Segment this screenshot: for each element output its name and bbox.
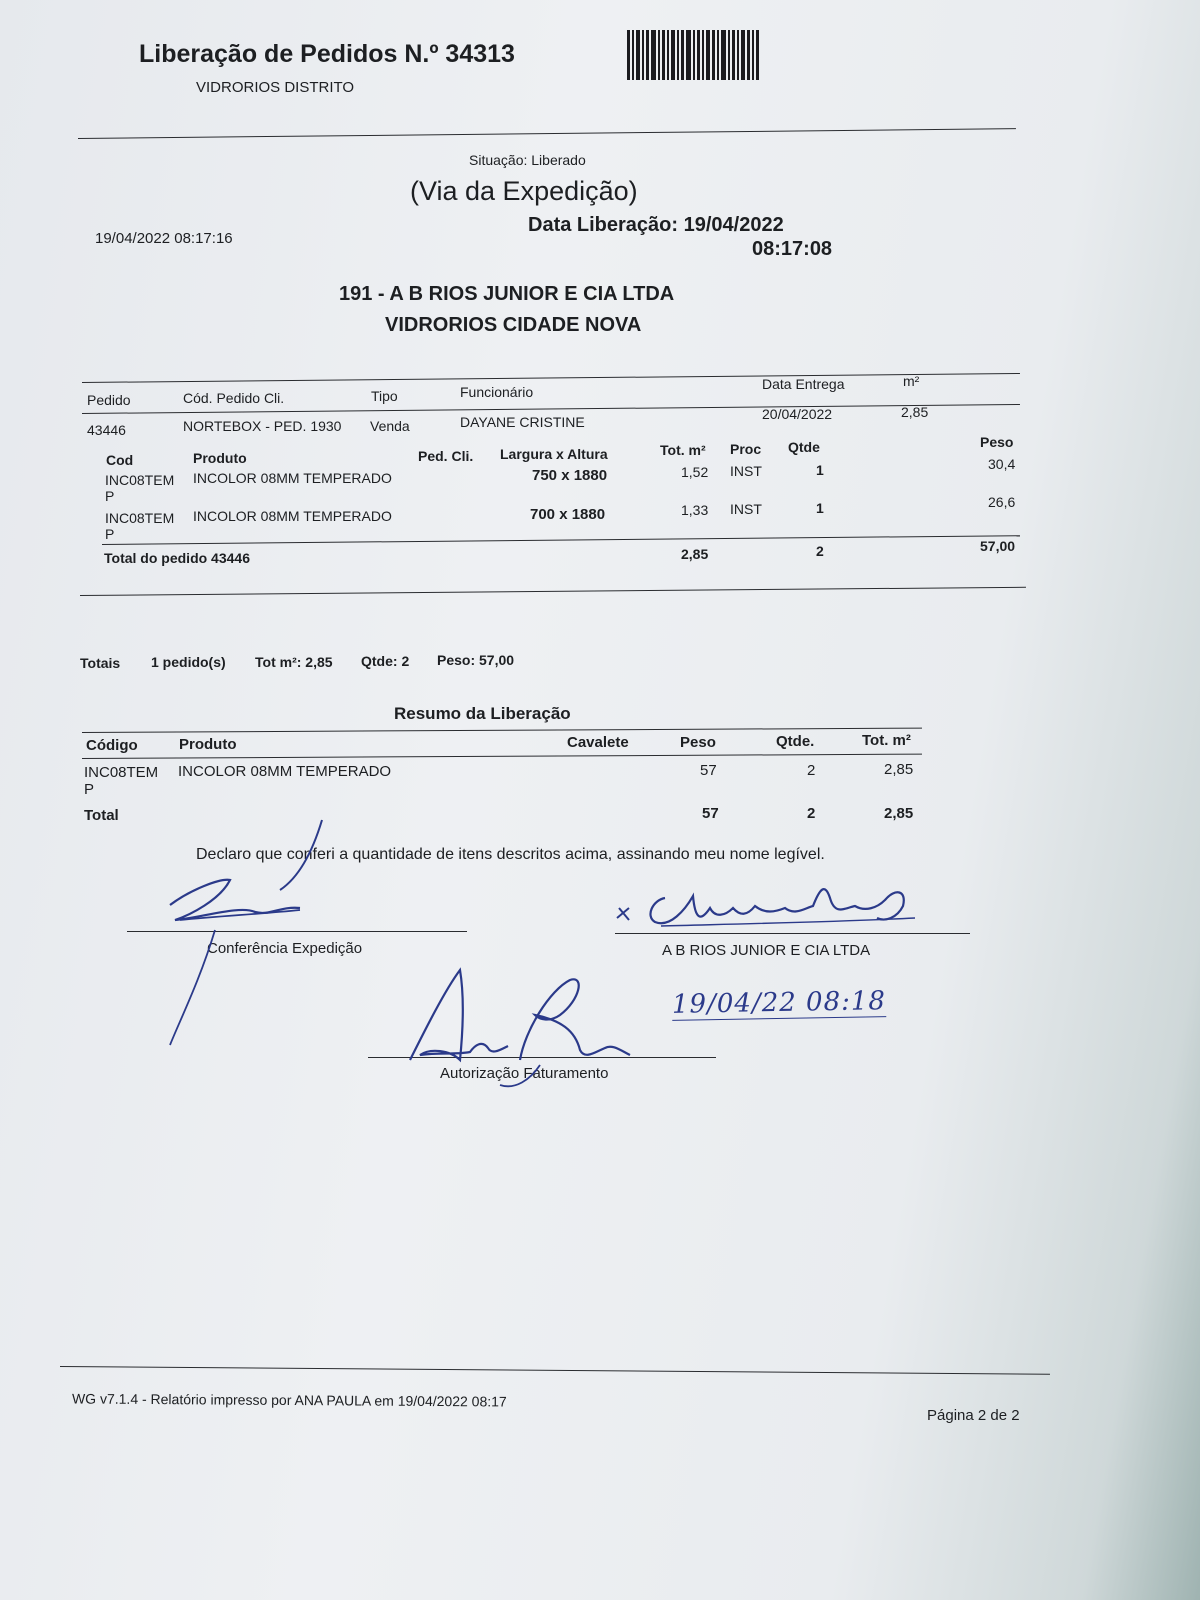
order-total-qtde: 2 xyxy=(816,543,824,559)
item-1-peso: 30,4 xyxy=(988,456,1016,472)
autorizacao-label: Autorização Faturamento xyxy=(440,1065,609,1082)
resumo-col-codigo: Código xyxy=(86,737,138,754)
order-funcionario: DAYANE CRISTINE xyxy=(460,414,585,430)
via-label: (Via da Expedição) xyxy=(410,176,638,206)
resumo-total-qtde: 2 xyxy=(807,805,816,822)
document-title: Liberação de Pedidos N.º 34313 xyxy=(139,40,515,68)
order-bottom-rule xyxy=(80,587,1026,596)
print-datetime: 19/04/2022 08:17:16 xyxy=(95,230,233,247)
handwritten-date: 19/04/22 08:18 xyxy=(671,986,887,1020)
item-2-tot-m2: 1,33 xyxy=(681,502,709,518)
client-signature xyxy=(615,878,935,938)
declaration-text: Declaro que conferi a quantidade de itens descritos acima, assinando meu nome legível. xyxy=(196,846,825,863)
data-liberacao-time: 08:17:08 xyxy=(752,238,833,260)
order-cod-pedido-cli: NORTEBOX - PED. 1930 xyxy=(183,418,342,434)
col-m2: m² xyxy=(903,373,920,389)
item-1-dims: 750 x 1880 xyxy=(532,467,608,484)
footer-rule xyxy=(60,1366,1050,1375)
client-signature-label: A B RIOS JUNIOR E CIA LTDA xyxy=(662,942,871,959)
item-1-cod: INC08TEM P xyxy=(105,472,175,504)
item-1-tot-m2: 1,52 xyxy=(681,464,709,480)
item-1-produto: INCOLOR 08MM TEMPERADO xyxy=(193,470,392,486)
items-col-cod: Cod xyxy=(106,452,134,468)
col-cod-pedido-cli: Cód. Pedido Cli. xyxy=(183,390,285,406)
item-2-peso: 26,6 xyxy=(988,494,1016,510)
order-pedido: 43446 xyxy=(87,422,126,438)
order-total-label: Total do pedido 43446 xyxy=(104,550,250,566)
resumo-row-tot-m2: 2,85 xyxy=(884,761,914,778)
resumo-col-produto: Produto xyxy=(179,736,237,753)
order-total-rule xyxy=(102,535,1020,545)
resumo-header-rule xyxy=(82,754,922,759)
resumo-col-peso: Peso xyxy=(680,734,716,751)
resumo-row-codigo: INC08TEM P xyxy=(84,764,159,798)
totals-m2: Tot m²: 2,85 xyxy=(255,654,333,670)
items-col-tot-m2: Tot. m² xyxy=(660,442,706,458)
items-col-peso: Peso xyxy=(980,434,1014,450)
conferencia-signature xyxy=(160,820,320,1060)
item-2-proc: INST xyxy=(730,501,762,517)
items-col-qtde: Qtde xyxy=(788,439,820,455)
footer-page-number: Página 2 de 2 xyxy=(927,1407,1020,1424)
resumo-row-produto: INCOLOR 08MM TEMPERADO xyxy=(178,763,392,780)
items-col-produto: Produto xyxy=(193,450,247,466)
header-divider xyxy=(78,128,1016,139)
totals-peso: Peso: 57,00 xyxy=(437,652,515,668)
client-name: 191 - A B RIOS JUNIOR E CIA LTDA xyxy=(339,283,675,305)
resumo-total-peso: 57 xyxy=(702,805,719,822)
resumo-col-qtde: Qtde. xyxy=(776,733,815,750)
data-liberacao: Data Liberação: 19/04/2022 xyxy=(528,214,784,236)
autorizacao-signature xyxy=(400,960,640,1110)
item-2-produto: INCOLOR 08MM TEMPERADO xyxy=(193,508,392,524)
items-col-ped-cli: Ped. Cli. xyxy=(418,448,474,464)
col-tipo: Tipo xyxy=(371,388,398,404)
items-col-proc: Proc xyxy=(730,441,762,457)
resumo-total-label: Total xyxy=(84,807,119,824)
order-tipo: Venda xyxy=(370,418,410,434)
resumo-total-tot-m2: 2,85 xyxy=(884,805,914,822)
situacao-status: Situação: Liberado xyxy=(469,152,586,168)
items-col-largura-altura: Largura x Altura xyxy=(500,446,608,462)
resumo-col-tot-m2: Tot. m² xyxy=(862,732,911,749)
col-pedido: Pedido xyxy=(87,392,131,408)
order-total-peso: 57,00 xyxy=(980,538,1016,554)
totals-pedidos: 1 pedido(s) xyxy=(151,654,226,670)
resumo-row-qtde: 2 xyxy=(807,762,816,779)
footer-printed-by: WG v7.1.4 - Relatório impresso por ANA PAULA em 19/04/2022 08:17 xyxy=(71,1390,507,1410)
barcode xyxy=(627,30,792,80)
client-branch: VIDRORIOS CIDADE NOVA xyxy=(385,314,642,336)
totals-label: Totais xyxy=(80,655,121,671)
order-total-m2: 2,85 xyxy=(681,546,709,562)
item-2-dims: 700 x 1880 xyxy=(530,506,606,523)
resumo-col-cavalete: Cavalete xyxy=(567,734,629,751)
item-1-proc: INST xyxy=(730,463,762,479)
item-2-cod: INC08TEM P xyxy=(105,510,175,542)
order-m2: 2,85 xyxy=(901,404,929,420)
item-2-qtde: 1 xyxy=(816,500,824,516)
resumo-row-peso: 57 xyxy=(700,762,717,779)
company-name: VIDRORIOS DISTRITO xyxy=(196,79,355,96)
col-funcionario: Funcionário xyxy=(460,384,534,400)
totals-qtde: Qtde: 2 xyxy=(361,653,410,669)
conferencia-label: Conferência Expedição xyxy=(207,940,363,957)
order-top-rule xyxy=(82,373,1020,383)
col-data-entrega: Data Entrega xyxy=(762,376,845,392)
item-1-qtde: 1 xyxy=(816,462,824,478)
resumo-title: Resumo da Liberação xyxy=(394,704,571,723)
order-data-entrega: 20/04/2022 xyxy=(762,406,833,422)
